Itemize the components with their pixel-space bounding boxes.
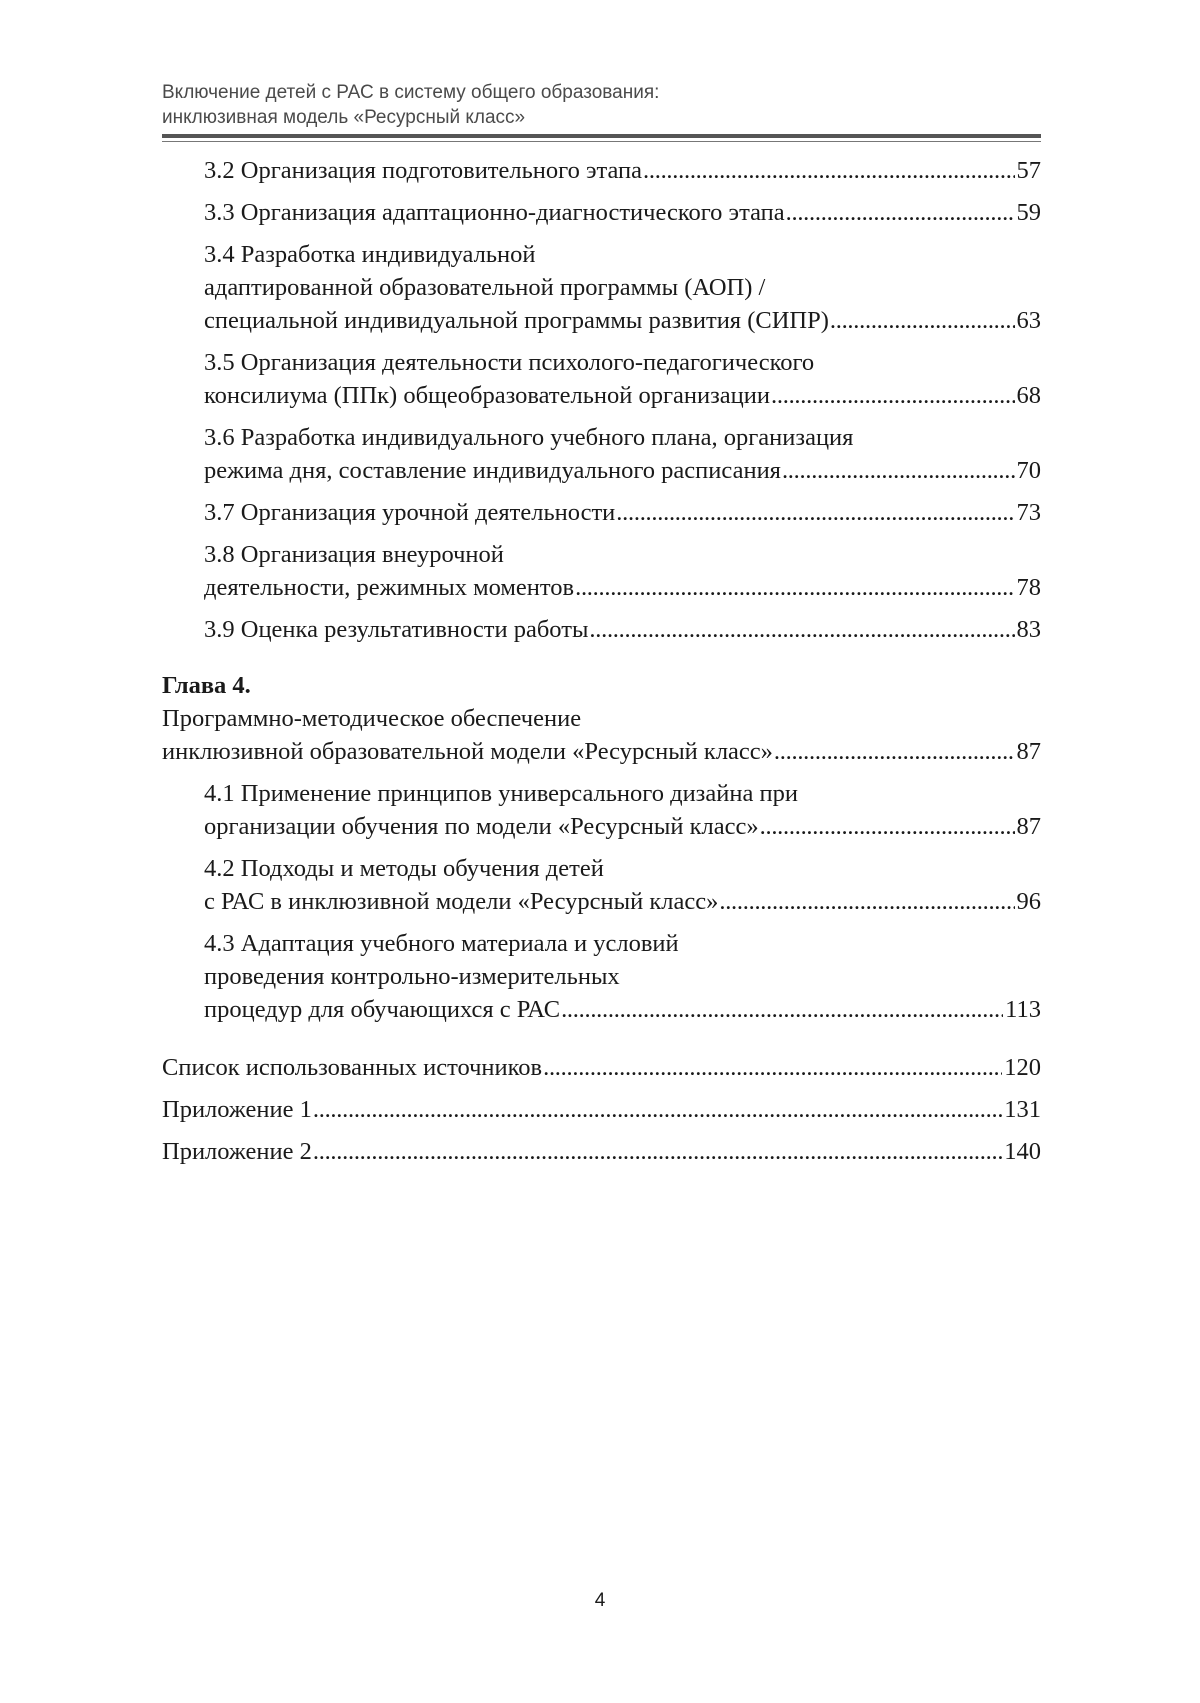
toc-entry-last-line — [204, 613, 1041, 646]
toc-entry-last-line — [162, 1051, 1041, 1084]
chapter-title-line-2: инклюзивной образовательной модели «Ресурсный класс» — [162, 738, 773, 765]
toc-entry-last-line — [204, 304, 1041, 337]
toc-entry-page-number: 59 — [1016, 199, 1041, 226]
spacer — [162, 655, 1041, 669]
dot-leader — [719, 885, 1014, 918]
toc-entry-title: 3.3 Организация адаптационно-диагностического этапа — [204, 199, 785, 226]
toc-entry[interactable] — [162, 613, 1041, 646]
toc-entry-page-number: 68 — [1016, 382, 1041, 409]
toc-entry-title-line: адаптированной образовательной программы (АОП) / — [204, 274, 766, 301]
toc-entry-page-number: 131 — [1004, 1096, 1041, 1123]
toc-entry-page-number: 70 — [1016, 457, 1041, 484]
toc-entry-title: режима дня, составление индивидуального расписания — [204, 457, 781, 484]
toc-entry-title-line: 3.4 Разработка индивидуальной — [204, 241, 536, 268]
toc-entry-page-number: 73 — [1016, 499, 1041, 526]
toc-entry[interactable] — [162, 1051, 1041, 1084]
toc-entry-page-number: 57 — [1016, 157, 1041, 184]
section-3-entries — [162, 154, 1041, 646]
toc-entry-title-line: 3.5 Организация деятельности психолого-педагогического — [204, 349, 815, 376]
toc-entry-title-line: 4.2 Подходы и методы обучения детей — [204, 855, 604, 882]
toc-entry-page-number: 63 — [1016, 307, 1041, 334]
toc-entry-page-number: 120 — [1004, 1054, 1041, 1081]
toc-entry-title: Приложение 1 — [162, 1096, 312, 1123]
toc-entry-last-line — [162, 1093, 1041, 1126]
table-of-contents — [162, 154, 1041, 1177]
toc-entry-page-number: 87 — [1016, 738, 1041, 765]
toc-entry[interactable] — [162, 421, 1041, 487]
toc-entry-last-line — [204, 993, 1041, 1026]
section-4-entries — [162, 777, 1041, 1026]
toc-entry-last-line — [162, 1135, 1041, 1168]
running-header — [162, 80, 1042, 130]
toc-entry[interactable] — [162, 852, 1041, 918]
toc-entry[interactable] — [162, 196, 1041, 229]
back-matter-entries — [162, 1051, 1041, 1168]
toc-entry-title-line: 4.1 Применение принципов универсального дизайна при — [204, 780, 798, 807]
toc-entry[interactable] — [162, 346, 1041, 412]
chapter-4-entry[interactable] — [162, 669, 1041, 768]
header-rule-thin — [162, 141, 1041, 142]
dot-leader — [313, 1135, 1002, 1168]
toc-entry-last-line — [204, 154, 1041, 187]
header-rule-thick — [162, 134, 1041, 138]
dot-leader — [643, 154, 1014, 187]
toc-entry-last-line — [204, 454, 1041, 487]
toc-entry-title: консилиума (ППк) общеобразовательной организации — [204, 382, 771, 409]
dot-leader — [543, 1051, 1002, 1084]
toc-entry-page-number: 83 — [1016, 616, 1041, 643]
dot-leader — [616, 496, 1014, 529]
toc-entry-last-line — [162, 735, 1041, 768]
toc-entry-title: деятельности, режимных моментов — [204, 574, 575, 601]
toc-entry[interactable] — [162, 154, 1041, 187]
toc-entry-title-line: 3.8 Организация внеурочной — [204, 541, 504, 568]
toc-entry-title-line: 3.6 Разработка индивидуального учебного плана, организация — [204, 424, 854, 451]
toc-entry[interactable] — [162, 538, 1041, 604]
toc-entry-page-number: 87 — [1016, 813, 1041, 840]
toc-entry-last-line — [204, 496, 1041, 529]
toc-entry-last-line — [204, 571, 1041, 604]
toc-entry-title: с РАС в инклюзивной модели «Ресурсный класс» — [204, 888, 719, 915]
toc-entry-title: Приложение 2 — [162, 1138, 312, 1165]
dot-leader — [774, 735, 1015, 768]
toc-entry-last-line — [204, 810, 1041, 843]
toc-entry-title: 3.9 Оценка результативности работы — [204, 616, 589, 643]
toc-entry-title-line: проведения контрольно-измерительных — [204, 963, 620, 990]
toc-entry[interactable] — [162, 1135, 1041, 1168]
toc-entry-page-number: 78 — [1016, 574, 1041, 601]
toc-entry-last-line — [204, 196, 1041, 229]
dot-leader — [561, 993, 1003, 1026]
dot-leader — [771, 379, 1014, 412]
chapter-title-line-1: Программно-методическое обеспечение — [162, 705, 582, 732]
chapter-label: Глава 4. — [162, 672, 251, 699]
toc-entry[interactable] — [162, 777, 1041, 843]
dot-leader — [830, 304, 1015, 337]
dot-leader — [575, 571, 1014, 604]
toc-entry[interactable] — [162, 496, 1041, 529]
toc-entry-title-line: 4.3 Адаптация учебного материала и условий — [204, 930, 679, 957]
toc-entry-last-line — [204, 379, 1041, 412]
toc-entry-last-line — [204, 885, 1041, 918]
toc-entry-page-number: 96 — [1016, 888, 1041, 915]
toc-entry-page-number: 113 — [1005, 996, 1041, 1023]
toc-entry[interactable] — [162, 927, 1041, 1026]
dot-leader — [786, 196, 1015, 229]
spacer — [162, 1035, 1041, 1051]
toc-entry-title: 3.7 Организация урочной деятельности — [204, 499, 616, 526]
toc-entry-page-number: 140 — [1004, 1138, 1041, 1165]
running-header-line-1: Включение детей с РАС в систему общего образования: — [162, 82, 660, 103]
running-header-line-2: инклюзивная модель «Ресурсный класс» — [162, 107, 526, 128]
toc-entry[interactable] — [162, 1093, 1041, 1126]
dot-leader — [313, 1093, 1002, 1126]
toc-entry-title: 3.2 Организация подготовительного этапа — [204, 157, 643, 184]
toc-entry-title: процедур для обучающихся с РАС — [204, 996, 561, 1023]
toc-entry-title: специальной индивидуальной программы развития (СИПР) — [204, 307, 829, 334]
toc-entry-title: организации обучения по модели «Ресурсный класс» — [204, 813, 759, 840]
page-number: 4 — [594, 1590, 606, 1611]
toc-entry[interactable] — [162, 238, 1041, 337]
dot-leader — [589, 613, 1014, 646]
dot-leader — [760, 810, 1015, 843]
toc-entry-title: Список использованных источников — [162, 1054, 543, 1081]
dot-leader — [782, 454, 1015, 487]
